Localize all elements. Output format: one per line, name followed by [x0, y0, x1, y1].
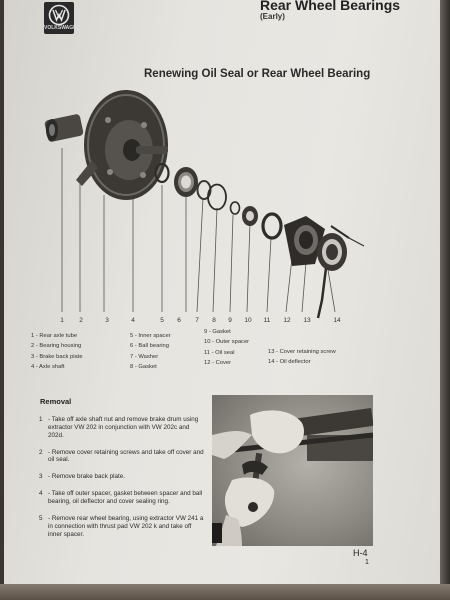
removal-heading: Removal: [40, 397, 72, 406]
section-subtitle: (Early): [260, 12, 285, 21]
bearing-removal-photo: [212, 395, 373, 546]
manual-page: [4, 0, 442, 586]
logo-caption: VOLKSWAGEN: [44, 25, 81, 31]
step-item: [39, 449, 205, 465]
legend-item: 12 - Cover: [204, 360, 232, 367]
step-item: [39, 490, 205, 506]
parts-legend-col4: [268, 350, 336, 371]
legend-item: 7 - Washer: [130, 353, 159, 360]
legend-item: 11 - Oil seal: [204, 349, 235, 356]
step-text: - Remove brake back plate.: [48, 473, 125, 481]
step-item: [39, 416, 205, 440]
part-number: 1: [60, 317, 64, 324]
legend-item: 10 - Outer spacer: [204, 339, 250, 346]
step-item: [39, 515, 205, 539]
part-number: 8: [212, 317, 216, 324]
legend-item: 14 - Oil deflector: [268, 359, 311, 366]
oil-seal-part: [263, 214, 281, 238]
legend-item: 6 - Ball bearing: [130, 343, 169, 350]
ball-bearing-part: [174, 167, 198, 197]
legend-item: 1 - Rear axle tube: [31, 333, 78, 339]
part-number: 13: [303, 317, 311, 324]
legend-item: 4 - Axle shaft: [31, 364, 65, 371]
step-number: 5: [39, 514, 43, 522]
step-text: - Take off outer spacer, gasket between spacer and ball bearing, oil deflector and cover sealing ring.: [48, 490, 203, 506]
step-number: 1: [39, 416, 43, 423]
part-number: 7: [195, 317, 199, 324]
step-number: 4: [39, 490, 43, 498]
part-number: 4: [131, 317, 135, 324]
page-number: 1: [365, 559, 369, 566]
step-number: 2: [39, 448, 43, 456]
parts-legend-col1: [31, 334, 83, 376]
gasket-part: [208, 185, 226, 210]
diagram-title: Renewing Oil Seal or Rear Wheel Bearing: [144, 68, 371, 80]
step-item: [39, 473, 205, 481]
part-number: 12: [283, 317, 291, 324]
part-number: 9: [228, 317, 232, 324]
small-gasket-part: [231, 202, 240, 214]
outer-spacer-part: [242, 206, 258, 226]
step-number: 3: [39, 473, 43, 481]
parts-legend-col2: [130, 334, 171, 376]
part-number: 6: [177, 317, 181, 324]
oil-deflector-part: [317, 233, 347, 318]
exploded-parts-diagram: [4, 0, 442, 340]
parts-legend-col3: [204, 330, 249, 372]
desk-surface: [0, 584, 450, 600]
step-text: - Remove cover retaining screws and take off cover and oil seal.: [48, 448, 204, 464]
legend-item: 13 - Cover retaining screw: [268, 349, 336, 355]
step-text: - Take off axle shaft nut and remove brake drum using extractor VW 202 in conjunction with VW 202c and 202d.: [48, 416, 199, 439]
photo-illustration: [212, 395, 373, 546]
part-number: 10: [244, 317, 252, 324]
legend-item: 2 - Bearing housing: [31, 343, 82, 350]
part-number: 11: [263, 317, 271, 324]
page-edge-shadow: [440, 0, 450, 600]
part-number: 14: [333, 317, 341, 324]
part-number: 2: [79, 317, 83, 324]
hub-assembly: [44, 90, 168, 200]
legend-item: 5 - Inner spacer: [130, 333, 171, 339]
legend-item: 8 - Gasket: [130, 364, 157, 371]
section-title: Rear Wheel Bearings: [260, 0, 401, 13]
legend-item: 3 - Brake back plate: [31, 353, 83, 360]
legend-item: 9 - Gasket: [204, 329, 231, 335]
page-code: H-4: [353, 548, 368, 558]
part-number: 5: [160, 317, 164, 324]
part-number: 3: [105, 317, 109, 324]
removal-steps: [39, 416, 205, 547]
step-text: - Remove rear wheel bearing, using extractor VW 241 a in connection with thrust pad VW 202 k and take off inner spacer.: [48, 514, 204, 538]
